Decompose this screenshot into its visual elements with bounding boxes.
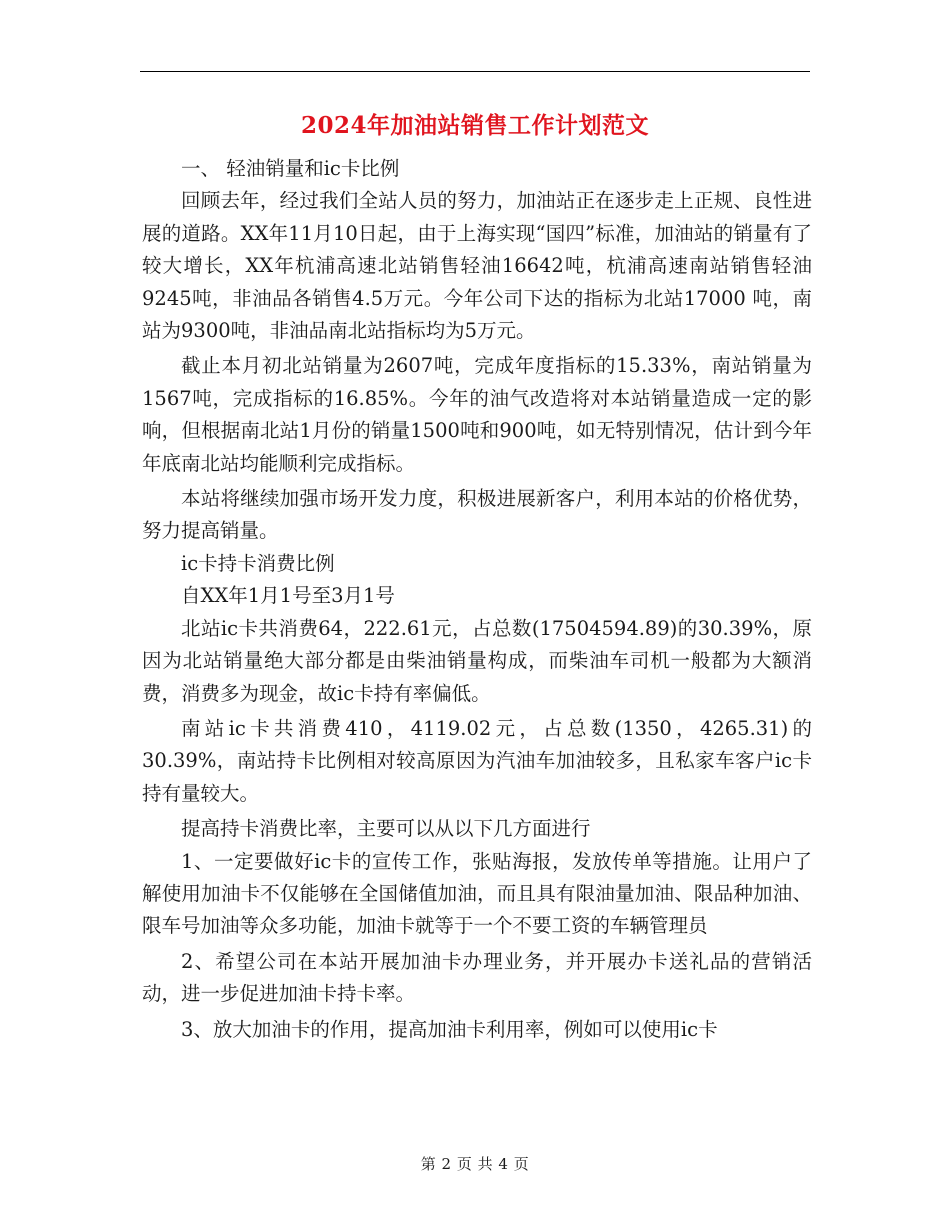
improvement-intro-paragraph: 提高持卡消费比率，主要可以从以下几方面进行 (181, 817, 591, 841)
header-rule (140, 71, 810, 72)
document-body (142, 153, 812, 1046)
section-heading-paragraph: 一、 轻油销量和ic卡比例 (181, 157, 400, 180)
date-range-paragraph: 自XX年1月1号至3月1号 (181, 584, 395, 608)
measure-2-paragraph: 2、希望公司在本站开展加油卡办理业务，并开展办卡送礼品的营销活动，进一步促进加油卡持卡率。 (142, 949, 812, 1006)
review-paragraph: 回顾去年，经过我们全站人员的努力，加油站正在逐步走上正规、良性进展的道路。XX年11月10日起，由于上海实现“国四”标准，加油站的销量有了较大增长，XX年杭浦高速北站销售轻油16642吨，杭浦高速南站销售轻油9245吨，非油品各销售4.5万元。今年公司下达的指标为北站17000 吨，南站为9300吨，非油品南北站指标均为5万元。 (142, 189, 812, 343)
south-station-paragraph: 南站ic卡共消费410，4119.02元，占总数(1350，4265.31)的30.39%，南站持卡比例相对较高原因为汽油车加油较多，且私家车客户ic卡持有量较大。 (142, 716, 812, 805)
north-station-paragraph: 北站ic卡共消费64，222.61元，占总数(17504594.89)的30.39%，原因为北站销量绝大部分都是由柴油销量构成，而柴油车司机一般都为大额消费，消费多为现金，故ic卡持有率偏低。 (142, 616, 812, 705)
market-development-paragraph: 本站将继续加强市场开发力度，积极进展新客户，利用本站的价格优势，努力提高销量。 (142, 487, 812, 543)
document-title: 2024年加油站销售工作计划范文 (300, 112, 649, 139)
measure-1-paragraph: 1、一定要做好ic卡的宣传工作，张贴海报，发放传单等措施。让用户了解使用加油卡不仅能够在全国储值加油，而且具有限油量加油、限品种加油、限车号加油等众多功能，加油卡就等于一个不要工资的车辆管理员 (142, 849, 812, 938)
current-sales-paragraph: 截止本月初北站销量为2607吨，完成年度指标的15.33%，南站销量为1567吨，完成指标的16.85%。今年的油气改造将对本站销量造成一定的影响，但根据南北站1月份的销量1500吨和900吨，如无特别情况，估计到今年年底南北站均能顺利完成指标。 (142, 354, 812, 475)
page-number-footer: 第 2 页 共 4 页 (420, 1155, 530, 1173)
measure-3-paragraph: 3、放大加油卡的作用，提高加油卡利用率，例如可以使用ic卡 (181, 1017, 718, 1041)
ic-card-ratio-heading: ic卡持卡消费比例 (181, 551, 335, 575)
